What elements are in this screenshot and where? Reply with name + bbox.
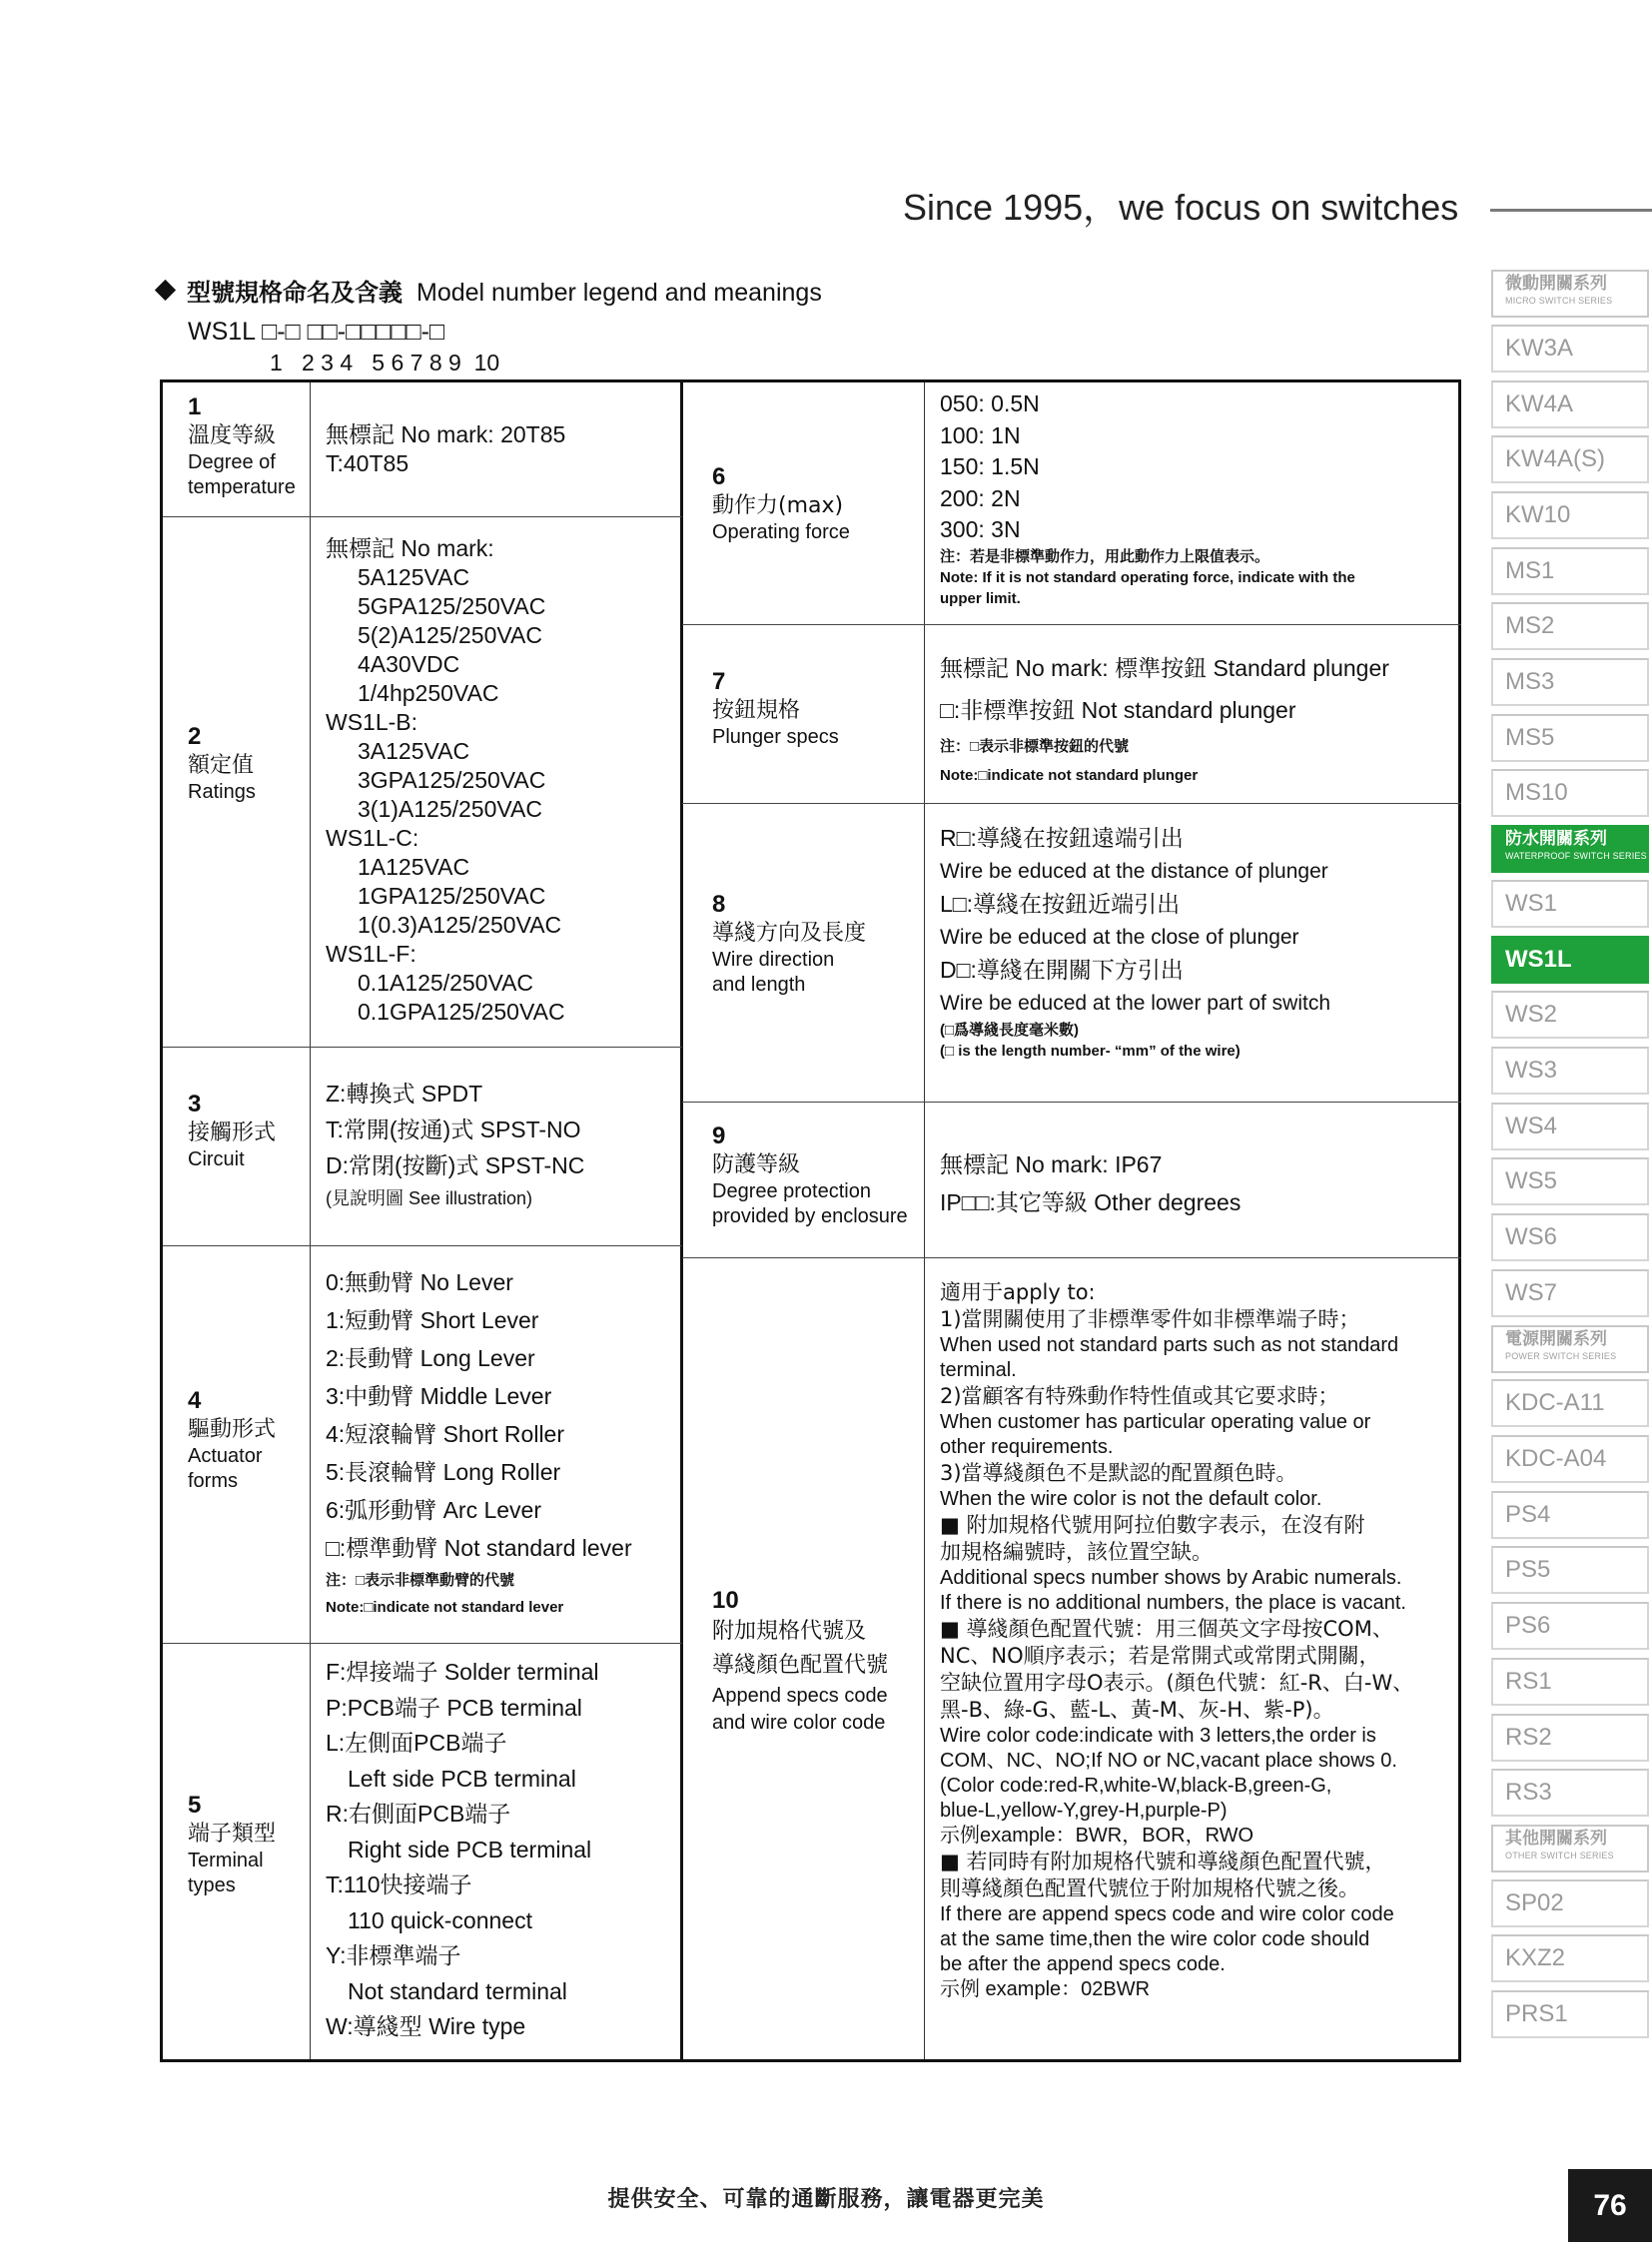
diamond-bullet-icon bbox=[155, 280, 176, 301]
row-label-en: provided by enclosure bbox=[712, 1205, 908, 1227]
spec-note: Note: If it is not standard operating force, indicate with the bbox=[940, 568, 1355, 586]
spec-line: 0:無動臂 No Lever bbox=[326, 1269, 513, 1295]
row-label-en: Circuit bbox=[188, 1148, 245, 1170]
spec-line: 1(0.3)A125/250VAC bbox=[358, 912, 562, 938]
row9-label bbox=[712, 1121, 908, 1229]
spec-line: terminal. bbox=[940, 1359, 1017, 1381]
spec-line: 1A125VAC bbox=[358, 854, 470, 880]
row10-content bbox=[940, 1279, 1454, 2002]
sidebar-item-ws3[interactable]: WS3 bbox=[1491, 1047, 1649, 1095]
row-label-en: Terminal bbox=[188, 1850, 264, 1871]
row-label-cn: 溫度等級 bbox=[188, 423, 277, 448]
model-code: WS1L □-□ □□-□□□□□-□ bbox=[188, 318, 445, 346]
spec-line: 示例 example：02BWR bbox=[940, 1978, 1151, 2000]
spec-line: R:右側面PCB端子 bbox=[326, 1801, 511, 1827]
spec-line: ■ 附加規格代號用阿拉伯數字表示，在沒有附 bbox=[940, 1513, 1365, 1537]
spec-line: COM、NC、NO;If NO or NC,vacant place shows 0. bbox=[940, 1750, 1397, 1772]
spec-line: If there is no additional numbers, the place is vacant. bbox=[940, 1592, 1406, 1614]
row7-label bbox=[712, 667, 839, 750]
row-label-en: Degree protection bbox=[712, 1180, 871, 1202]
spec-line: D□:導綫在開關下方引出 bbox=[940, 957, 1184, 983]
sidebar-item-kxz2[interactable]: KXZ2 bbox=[1491, 1934, 1649, 1982]
row-label-en: forms bbox=[188, 1470, 238, 1492]
spec-line: other requirements. bbox=[940, 1436, 1114, 1458]
spec-line: 6:弧形動臂 Arc Lever bbox=[326, 1497, 541, 1523]
spec-line: IP□□:其它等級 Other degrees bbox=[940, 1189, 1241, 1215]
spec-line: 無標記 No mark: bbox=[326, 535, 494, 561]
spec-note: Note:□indicate not standard plunger bbox=[940, 767, 1199, 784]
row4-label bbox=[188, 1386, 276, 1494]
spec-note: (□ is the length number- “mm” of the wire) bbox=[940, 1043, 1240, 1060]
sidebar-category-en: MICRO SWITCH SERIES bbox=[1505, 296, 1613, 306]
spec-line: ■ 若同時有附加規格代號和導綫顏色配置代號， bbox=[940, 1850, 1386, 1873]
row-number: 9 bbox=[712, 1122, 726, 1149]
row-divider bbox=[682, 803, 1461, 804]
section-title-cn: 型號規格命名及含義 bbox=[187, 279, 403, 307]
sidebar-item-kw4a[interactable]: KW4A bbox=[1491, 380, 1649, 428]
spec-line: WS1L-C: bbox=[326, 825, 419, 851]
spec-line: (Color code:red-R,white-W,black-B,green-G, bbox=[940, 1775, 1332, 1797]
spec-line: 3GPA125/250VAC bbox=[358, 767, 546, 793]
sidebar-item-ms10[interactable]: MS10 bbox=[1491, 769, 1649, 817]
spec-line: 無標記 No mark: 標準按鈕 Standard plunger bbox=[940, 655, 1389, 681]
row5-content bbox=[326, 1655, 599, 2045]
row-number: 4 bbox=[188, 1387, 202, 1414]
spec-line: 0.1GPA125/250VAC bbox=[358, 999, 565, 1025]
sidebar-category-en: OTHER SWITCH SERIES bbox=[1505, 1850, 1614, 1861]
sidebar-category-cn: 微動開關系列 bbox=[1505, 274, 1607, 294]
spec-line: 3:中動臂 Middle Lever bbox=[326, 1383, 552, 1409]
spec-line: 加規格編號時，該位置空缺。 bbox=[940, 1540, 1213, 1564]
row-label-cn: 動作力(max) bbox=[712, 493, 844, 518]
spec-note: 注：□表示非標準按鈕的代號 bbox=[940, 738, 1130, 755]
section-title bbox=[152, 273, 822, 308]
sidebar-category-cn: 電源開關系列 bbox=[1505, 1328, 1607, 1349]
sidebar-item-rs3[interactable]: RS3 bbox=[1491, 1769, 1649, 1817]
spec-line: 4:短滾輪臂 Short Roller bbox=[326, 1421, 565, 1447]
spec-line: L□:導綫在按鈕近端引出 bbox=[940, 891, 1181, 917]
spec-line: 5(2)A125/250VAC bbox=[358, 622, 542, 648]
row-number: 3 bbox=[188, 1091, 202, 1118]
spec-table bbox=[160, 379, 1461, 2062]
row-divider bbox=[682, 1102, 1461, 1103]
spec-line: 適用于apply to: bbox=[940, 1280, 1096, 1304]
row-divider bbox=[163, 1047, 682, 1048]
spec-line: NC、NO順序表示；若是常開式或常閉式開關， bbox=[940, 1644, 1380, 1668]
row-label-en: temperature bbox=[188, 476, 296, 498]
spec-line: When used not standard parts such as not standard bbox=[940, 1334, 1399, 1356]
spec-line: If there are append specs code and wire color code bbox=[940, 1903, 1394, 1925]
sidebar-item-ws1l[interactable]: WS1L bbox=[1491, 936, 1649, 984]
spec-line: T:常開(按通)式 SPST-NO bbox=[326, 1117, 581, 1142]
spec-line: 5:長滾輪臂 Long Roller bbox=[326, 1459, 561, 1485]
row1-content bbox=[326, 420, 565, 478]
sidebar-item-ws4[interactable]: WS4 bbox=[1491, 1103, 1649, 1150]
row2-label bbox=[188, 722, 256, 805]
spec-line: 1)當開關使用了非標準零件如非標準端子時； bbox=[940, 1307, 1360, 1331]
spec-line: L:左側面PCB端子 bbox=[326, 1730, 507, 1756]
spec-line: T:110快接端子 bbox=[326, 1871, 472, 1897]
row-label-en: and length bbox=[712, 974, 806, 996]
row2-content bbox=[326, 534, 565, 1027]
spec-line: Left side PCB terminal bbox=[348, 1765, 576, 1792]
spec-line: 無標記 No mark: 20T85 bbox=[326, 421, 566, 447]
spec-line: 黑-B、綠-G、藍-L、黃-M、灰-H、紫-P)。 bbox=[940, 1698, 1334, 1722]
row8-label bbox=[712, 890, 866, 998]
row-label-cn: 端子類型 bbox=[188, 1822, 277, 1847]
row-label-cn: 按鈕規格 bbox=[712, 698, 801, 723]
row3-label bbox=[188, 1090, 276, 1172]
row1-label bbox=[188, 392, 296, 500]
spec-line: When the wire color is not the default color. bbox=[940, 1488, 1322, 1510]
sidebar-item-ws7[interactable]: WS7 bbox=[1491, 1269, 1649, 1317]
tagline: Since 1995，we focus on switches bbox=[903, 187, 1459, 228]
row-label-cn: 驅動形式 bbox=[188, 1417, 277, 1442]
sidebar-item-ps4[interactable]: PS4 bbox=[1491, 1491, 1649, 1539]
row-label-cn: 導綫方向及長度 bbox=[712, 921, 867, 946]
row-divider bbox=[163, 1643, 682, 1644]
model-position-numbers: 1 2 3 4 5 6 7 8 9 10 bbox=[270, 350, 500, 375]
row9-content bbox=[940, 1145, 1240, 1221]
row-number: 1 bbox=[188, 393, 202, 420]
sidebar-item-ms3[interactable]: MS3 bbox=[1491, 658, 1649, 706]
spec-line: blue-L,yellow-Y,grey-H,purple-P) bbox=[940, 1800, 1228, 1822]
row-label-en: Append specs code bbox=[712, 1685, 888, 1707]
sidebar-item-rs1[interactable]: RS1 bbox=[1491, 1658, 1649, 1706]
spec-line: Not standard terminal bbox=[348, 1977, 567, 2004]
row-label-cn: 導綫顏色配置代號 bbox=[712, 1653, 889, 1678]
spec-line: ■ 導綫顏色配置代號：用三個英文字母按COM、 bbox=[940, 1617, 1393, 1641]
spec-line: □:標準動臂 Not standard lever bbox=[326, 1535, 632, 1561]
row5-label bbox=[188, 1791, 276, 1898]
sidebar-category-header[interactable] bbox=[1491, 1325, 1649, 1373]
table-divider bbox=[680, 382, 683, 2059]
sidebar-item-ps5[interactable]: PS5 bbox=[1491, 1546, 1649, 1594]
spec-line: 0.1A125/250VAC bbox=[358, 970, 534, 996]
row-divider bbox=[163, 516, 682, 517]
spec-note: (□爲導綫長度毫米數) bbox=[940, 1022, 1080, 1039]
row-number: 7 bbox=[712, 668, 726, 695]
sidebar-category-cn: 其他開關系列 bbox=[1505, 1828, 1607, 1849]
sidebar-category-header[interactable] bbox=[1491, 825, 1649, 873]
spec-line: be after the append specs code. bbox=[940, 1953, 1226, 1975]
section-title-en: Model number legend and meanings bbox=[416, 279, 822, 307]
row-label-cn: 額定值 bbox=[188, 753, 255, 778]
sidebar-item-ms1[interactable]: MS1 bbox=[1491, 547, 1649, 595]
spec-line: Right side PCB terminal bbox=[348, 1836, 592, 1863]
spec-line: 1GPA125/250VAC bbox=[358, 883, 546, 909]
spec-note: upper limit. bbox=[940, 589, 1021, 607]
spec-line: 5GPA125/250VAC bbox=[358, 593, 546, 619]
spec-line: 空缺位置用字母O表示。(顏色代號：紅-R、白-W、 bbox=[940, 1671, 1414, 1695]
spec-note: 注：□表示非標準動臂的代號 bbox=[326, 1572, 515, 1589]
spec-line: R□:導綫在按鈕遠端引出 bbox=[940, 825, 1184, 851]
row-label-en: Operating force bbox=[712, 521, 850, 543]
table-divider bbox=[924, 382, 925, 2059]
spec-line: 2)當顧客有特殊動作特性值或其它要求時； bbox=[940, 1384, 1339, 1408]
spec-line: W:導綫型 Wire type bbox=[326, 2013, 526, 2039]
row-label-cn: 接觸形式 bbox=[188, 1121, 277, 1145]
row-label-cn: 附加規格代號及 bbox=[712, 1619, 867, 1644]
row4-content bbox=[326, 1263, 632, 1621]
row3-content bbox=[326, 1076, 584, 1213]
sidebar-item-ws5[interactable]: WS5 bbox=[1491, 1157, 1649, 1205]
sidebar-item-ws6[interactable]: WS6 bbox=[1491, 1213, 1649, 1261]
row-number: 8 bbox=[712, 891, 726, 918]
spec-line: 1:短動臂 Short Lever bbox=[326, 1307, 539, 1333]
row-divider bbox=[682, 1257, 1461, 1258]
spec-line: Wire be educed at the lower part of switch bbox=[940, 992, 1331, 1015]
spec-note: Note:□indicate not standard lever bbox=[326, 1599, 564, 1616]
sidebar-category-header[interactable] bbox=[1491, 1825, 1649, 1872]
spec-line: Y:非標準端子 bbox=[326, 1942, 461, 1968]
row6-label bbox=[712, 462, 850, 545]
sidebar-item-kw4a-s[interactable]: KW4A(S) bbox=[1491, 435, 1649, 483]
row8-content bbox=[940, 822, 1330, 1062]
spec-note: 注：若是非標準動作力，用此動作力上限值表示。 bbox=[940, 547, 1270, 565]
page-number: 76 bbox=[1568, 2169, 1652, 2242]
spec-line: 2:長動臂 Long Lever bbox=[326, 1345, 535, 1371]
footer-slogan: 提供安全、可靠的通斷服務，讓電器更完美 bbox=[607, 2187, 1045, 2212]
spec-line: WS1L-B: bbox=[326, 709, 418, 735]
row-number: 6 bbox=[712, 463, 726, 490]
sidebar-item-kw10[interactable]: KW10 bbox=[1491, 491, 1649, 539]
row-divider bbox=[163, 1245, 682, 1246]
spec-line: D:常閉(按斷)式 SPST-NC bbox=[326, 1152, 585, 1178]
row-number: 2 bbox=[188, 723, 202, 750]
spec-line: P:PCB端子 PCB terminal bbox=[326, 1694, 582, 1721]
spec-line: 110 quick-connect bbox=[348, 1906, 532, 1933]
row-divider bbox=[682, 624, 1461, 625]
spec-line: □:非標準按鈕 Not standard plunger bbox=[940, 697, 1296, 723]
sidebar-category-cn: 防水開關系列 bbox=[1505, 829, 1607, 850]
row-label-en: Wire direction bbox=[712, 949, 835, 971]
sidebar-item-kdc-a11[interactable]: KDC-A11 bbox=[1491, 1379, 1649, 1427]
row-number: 5 bbox=[188, 1792, 202, 1819]
spec-line: Additional specs number shows by Arabic numerals. bbox=[940, 1567, 1402, 1589]
sidebar-item-kdc-a04[interactable]: KDC-A04 bbox=[1491, 1435, 1649, 1483]
spec-line: 100: 1N bbox=[940, 421, 1021, 448]
spec-line: 則導綫顏色配置代號位于附加規格代號之後。 bbox=[940, 1876, 1359, 1900]
spec-line: 200: 2N bbox=[940, 484, 1021, 511]
spec-line: 3(1)A125/250VAC bbox=[358, 796, 542, 822]
spec-line: 150: 1.5N bbox=[940, 453, 1040, 479]
sidebar-item-sp02[interactable]: SP02 bbox=[1491, 1879, 1649, 1927]
row-label-cn: 防護等級 bbox=[712, 1152, 801, 1177]
spec-line: 5A125VAC bbox=[358, 564, 470, 590]
sidebar-category-en: POWER SWITCH SERIES bbox=[1505, 1350, 1617, 1361]
sidebar-category-en: WATERPROOF SWITCH SERIES bbox=[1505, 851, 1647, 862]
spec-line: T:40T85 bbox=[326, 450, 410, 476]
row-label-en: Degree of bbox=[188, 451, 276, 473]
row-label-en: Plunger specs bbox=[712, 726, 839, 748]
spec-line: WS1L-F: bbox=[326, 941, 416, 967]
spec-line: 無標記 No mark: IP67 bbox=[940, 1151, 1163, 1177]
row6-content bbox=[940, 388, 1355, 609]
sidebar-item-ws1[interactable]: WS1 bbox=[1491, 880, 1649, 928]
spec-line: 3)當導綫顏色不是默認的配置顏色時。 bbox=[940, 1461, 1297, 1485]
spec-note: (見說明圖 See illustration) bbox=[326, 1188, 533, 1208]
spec-line: 3A125VAC bbox=[358, 738, 470, 764]
row-label-en: Actuator bbox=[188, 1445, 263, 1467]
table-divider bbox=[310, 382, 311, 2059]
row-number: 10 bbox=[712, 1587, 739, 1614]
sidebar-item-kw3a[interactable]: KW3A bbox=[1491, 325, 1649, 373]
sidebar-item-rs2[interactable]: RS2 bbox=[1491, 1714, 1649, 1762]
spec-line: Wire be educed at the close of plunger bbox=[940, 926, 1299, 949]
spec-line: Wire color code:indicate with 3 letters,the order is bbox=[940, 1725, 1376, 1747]
row-label-en: Ratings bbox=[188, 781, 256, 803]
spec-line: at the same time,then the wire color code should bbox=[940, 1928, 1370, 1950]
spec-line: 050: 0.5N bbox=[940, 390, 1040, 416]
sidebar-item-prs1[interactable]: PRS1 bbox=[1491, 1990, 1649, 2038]
series-sidebar bbox=[1489, 0, 1652, 2242]
sidebar-item-ms5[interactable]: MS5 bbox=[1491, 714, 1649, 762]
row7-content bbox=[940, 647, 1389, 789]
sidebar-item-ps6[interactable]: PS6 bbox=[1491, 1602, 1649, 1650]
spec-line: 300: 3N bbox=[940, 516, 1021, 542]
spec-line: When customer has particular operating value or bbox=[940, 1411, 1371, 1433]
spec-line: F:焊接端子 Solder terminal bbox=[326, 1659, 599, 1685]
spec-line: 4A30VDC bbox=[358, 651, 460, 677]
spec-line: 示例example：BWR，BOR，RWO bbox=[940, 1825, 1254, 1847]
row-label-en: and wire color code bbox=[712, 1712, 886, 1734]
spec-line: Wire be educed at the distance of plunger bbox=[940, 860, 1328, 883]
row-label-en: types bbox=[188, 1874, 236, 1896]
sidebar-category-header[interactable] bbox=[1491, 270, 1649, 318]
sidebar-item-ms2[interactable]: MS2 bbox=[1491, 602, 1649, 650]
spec-line: Z:轉換式 SPDT bbox=[326, 1081, 483, 1107]
sidebar-item-ws2[interactable]: WS2 bbox=[1491, 991, 1649, 1039]
row10-label bbox=[712, 1586, 888, 1737]
spec-line: 1/4hp250VAC bbox=[358, 680, 499, 706]
